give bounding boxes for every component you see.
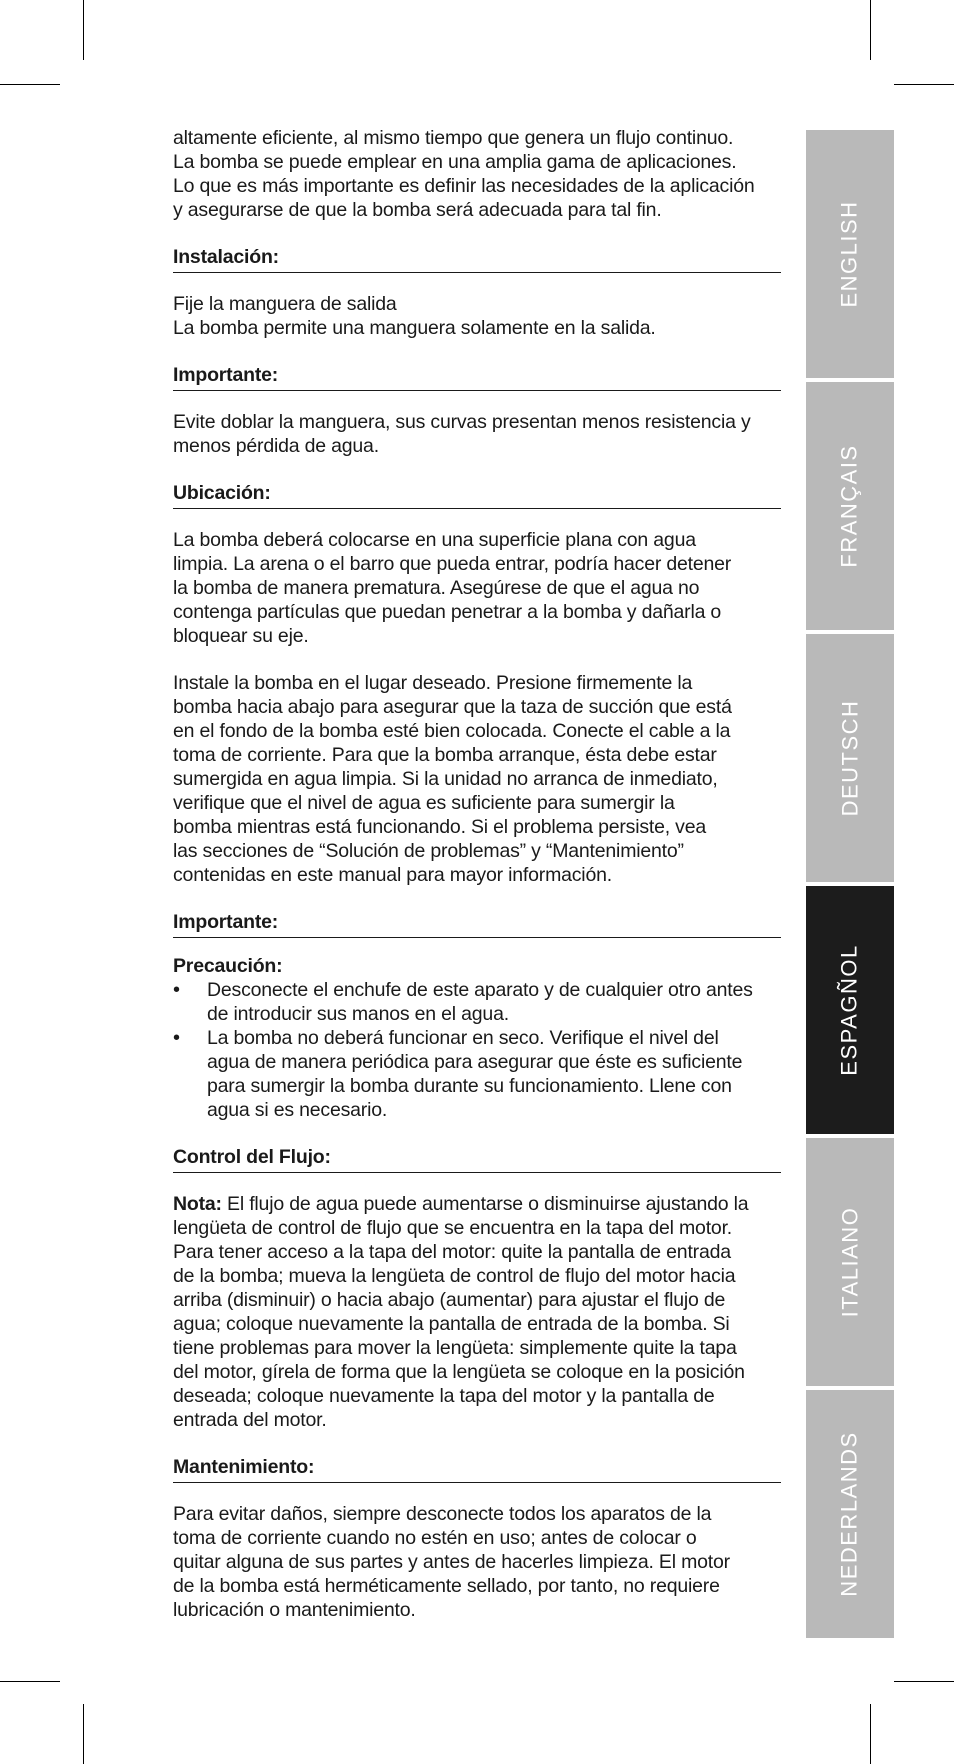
note-text: El flujo de agua puede aumentarse o disminuirse ajustando la <box>221 1193 749 1215</box>
text-line: de la bomba; mueva la lengüeta de control de flujo del motor hacia <box>173 1265 736 1287</box>
text-line: altamente eficiente, al mismo tiempo que genera un flujo continuo. <box>173 127 734 149</box>
text-line: lubricación o mantenimiento. <box>173 1599 416 1621</box>
location-paragraph-2 <box>173 671 781 887</box>
maintenance-heading: Mantenimiento: <box>173 1455 781 1483</box>
tab-francais[interactable] <box>806 382 894 630</box>
text-line: Lo que es más importante es definir las necesidades de la aplicación <box>173 175 755 197</box>
text-line: para sumergir la bomba durante su funcionamiento. Llene con <box>207 1075 732 1097</box>
text-line: de la bomba está herméticamente sellado, por tanto, no requiere <box>173 1575 720 1597</box>
tab-nederlands[interactable] <box>806 1390 894 1638</box>
text-line: entrada del motor. <box>173 1409 327 1431</box>
text-line: La bomba permite una manguera solamente en la salida. <box>173 317 656 339</box>
text-line: y asegurarse de que la bomba será adecuada para tal fin. <box>173 199 662 221</box>
text-line: bloquear su eje. <box>173 625 309 647</box>
manual-content <box>173 126 781 1622</box>
text-line: en el fondo de la bomba esté bien colocada. Conecte el cable a la <box>173 720 731 742</box>
crop-mark <box>0 1681 60 1682</box>
text-line: agua si es necesario. <box>207 1099 388 1121</box>
text-line: agua; coloque nuevamente la pantalla de entrada de la bomba. Si <box>173 1313 730 1335</box>
flow-control-paragraph <box>173 1192 781 1432</box>
text-line: Evite doblar la manguera, sus curvas presentan menos resistencia y <box>173 411 751 433</box>
list-item <box>173 1026 781 1122</box>
text-line: deseada; coloque nuevamente la tapa del motor y la pantalla de <box>173 1385 715 1407</box>
crop-mark <box>870 1704 871 1764</box>
text-line: del motor, gírela de forma que la lengüeta se coloque en la posición <box>173 1361 745 1383</box>
text-line: Instale la bomba en el lugar deseado. Presione firmemente la <box>173 672 693 694</box>
text-line: la bomba de manera prematura. Asegúrese de que el agua no <box>173 577 700 599</box>
text-line: La bomba se puede emplear en una amplia gama de aplicaciones. <box>173 151 737 173</box>
tab-label: FRANÇAIS <box>837 444 862 568</box>
text-line: bomba hacia abajo para asegurar que la taza de succión que está <box>173 696 732 718</box>
tab-espagnol[interactable] <box>806 886 894 1134</box>
text-line: agua de manera periódica para asegurar que éste es suficiente <box>207 1051 743 1073</box>
text-line: sumergida en agua limpia. Si la unidad no arranca de inmediato, <box>173 768 718 790</box>
text-line: Fije la manguera de salida <box>173 293 397 315</box>
caution-label: Precaución: <box>173 955 283 977</box>
text-line: verifique que el nivel de agua es suficiente para sumergir la <box>173 792 675 814</box>
tab-italiano[interactable] <box>806 1138 894 1386</box>
text-line: arriba (disminuir) o hacia abajo (aumentar) para ajustar el flujo de <box>173 1289 726 1311</box>
text-line: toma de corriente cuando no estén en uso; antes de colocar o <box>173 1527 697 1549</box>
important-heading-2: Importante: <box>173 910 781 938</box>
text-line: tiene problemas para mover la lengüeta: simplemente quite la tapa <box>173 1337 737 1359</box>
text-line: las secciones de “Solución de problemas” y “Mantenimiento” <box>173 840 684 862</box>
tab-label: NEDERLANDS <box>837 1431 862 1597</box>
tab-label: ESPAGÑOL <box>837 944 863 1076</box>
flow-control-heading: Control del Flujo: <box>173 1145 781 1173</box>
installation-paragraph <box>173 292 781 340</box>
text-line: contenidas en este manual para mayor información. <box>173 864 612 886</box>
crop-mark <box>0 84 60 85</box>
tab-english[interactable] <box>806 130 894 378</box>
tab-label: ENGLISH <box>837 200 862 308</box>
maintenance-paragraph <box>173 1502 781 1622</box>
text-line: contenga partículas que puedan penetrar a la bomba y dañarla o <box>173 601 722 623</box>
crop-mark <box>83 1704 84 1764</box>
tab-deutsch[interactable] <box>806 634 894 882</box>
list-item <box>173 978 781 1026</box>
text-line: quitar alguna de sus partes y antes de hacerles limpieza. El motor <box>173 1551 730 1573</box>
caution-list <box>173 978 781 1122</box>
important-heading: Importante: <box>173 363 781 391</box>
text-line: limpia. La arena o el barro que pueda entrar, podría hacer detener <box>173 553 732 575</box>
note-label: Nota: <box>173 1193 222 1215</box>
text-line: lengüeta de control de flujo que se encuentra en la tapa del motor. <box>173 1217 733 1239</box>
crop-mark <box>894 84 954 85</box>
installation-heading: Instalación: <box>173 245 781 273</box>
crop-mark <box>894 1681 954 1682</box>
intro-paragraph <box>173 126 781 222</box>
text-line: bomba mientras está funcionando. Si el problema persiste, vea <box>173 816 707 838</box>
text-line: • La bomba no deberá funcionar en seco. Verifique el nivel del <box>207 1027 719 1049</box>
text-line: de introducir sus manos en el agua. <box>207 1003 509 1025</box>
text-line: menos pérdida de agua. <box>173 435 379 457</box>
text-line: Para tener acceso a la tapa del motor: quite la pantalla de entrada <box>173 1241 731 1263</box>
text-line <box>173 1192 781 1216</box>
text-line: Para evitar daños, siempre desconecte todos los aparatos de la <box>173 1503 712 1525</box>
important-paragraph <box>173 410 781 458</box>
tab-label: ITALIANO <box>837 1206 862 1318</box>
crop-mark <box>870 0 871 60</box>
crop-mark <box>83 0 84 60</box>
location-paragraph-1 <box>173 528 781 648</box>
tab-label: DEUTSCH <box>837 699 862 817</box>
location-heading: Ubicación: <box>173 481 781 509</box>
text-line: La bomba deberá colocarse en una superficie plana con agua <box>173 529 696 551</box>
text-line: • Desconecte el enchufe de este aparato y de cualquier otro antes <box>207 979 753 1001</box>
text-line: toma de corriente. Para que la bomba arranque, ésta debe estar <box>173 744 717 766</box>
